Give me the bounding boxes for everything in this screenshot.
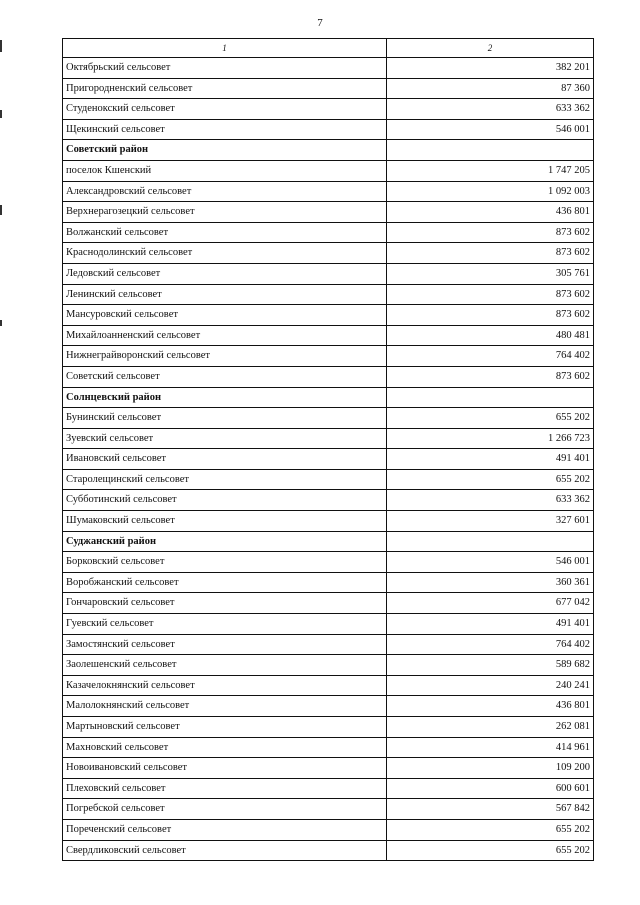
scan-edge-marks [0,0,4,905]
amount-value: 655 202 [387,819,594,840]
municipality-name: Ивановский сельсовет [63,449,387,470]
amount-value: 327 601 [387,511,594,532]
table-row [63,243,594,264]
amount-value: 1 266 723 [387,428,594,449]
amount-value: 633 362 [387,490,594,511]
amount-value: 873 602 [387,284,594,305]
municipality-name: Пореченский сельсовет [63,819,387,840]
table-row [63,469,594,490]
district-name: Советский район [63,140,387,161]
amount-value: 1 092 003 [387,181,594,202]
municipality-name: Мансуровский сельсовет [63,305,387,326]
amount-value: 360 361 [387,572,594,593]
municipality-name: Зуевский сельсовет [63,428,387,449]
amount-value: 491 401 [387,449,594,470]
amount-value: 1 747 205 [387,160,594,181]
municipality-name: Волжанский сельсовет [63,222,387,243]
table-row [63,552,594,573]
amount-value: 480 481 [387,325,594,346]
municipality-name: Казачелокнянский сельсовет [63,675,387,696]
table-row [63,449,594,470]
table-row [63,655,594,676]
municipality-name: Студенокский сельсовет [63,99,387,120]
municipality-name: Заолешенский сельсовет [63,655,387,676]
municipality-name: поселок Кшенский [63,160,387,181]
municipality-name: Махновский сельсовет [63,737,387,758]
table-row [63,181,594,202]
municipality-name: Воробжанский сельсовет [63,572,387,593]
table-row [63,78,594,99]
municipality-name: Старолещинский сельсовет [63,469,387,490]
table-row [63,572,594,593]
amount-value: 655 202 [387,840,594,861]
municipality-name: Шумаковский сельсовет [63,511,387,532]
amount-value: 600 601 [387,778,594,799]
amount-value: 633 362 [387,99,594,120]
municipality-name: Нижнеграйворонский сельсовет [63,346,387,367]
amount-value: 655 202 [387,408,594,429]
district-header-row [63,387,594,408]
table-row [63,778,594,799]
table-header-row [63,39,594,58]
municipality-name: Борковский сельсовет [63,552,387,573]
municipality-name: Погребской сельсовет [63,799,387,820]
amount-value: 305 761 [387,263,594,284]
amount-value: 436 801 [387,202,594,223]
municipality-name: Замостянский сельсовет [63,634,387,655]
table-row [63,634,594,655]
table-row [63,305,594,326]
amount-value: 546 001 [387,119,594,140]
amount-value: 546 001 [387,552,594,573]
amount-value: 109 200 [387,758,594,779]
municipality-name: Краснодолинский сельсовет [63,243,387,264]
table-row [63,99,594,120]
column-header-1: 1 [63,39,387,58]
amount-value [387,140,594,161]
table-row [63,119,594,140]
table-row [63,325,594,346]
municipality-name: Верхнерагозецкий сельсовет [63,202,387,223]
amount-value: 382 201 [387,58,594,79]
amount-value: 567 842 [387,799,594,820]
table-row [63,696,594,717]
amount-value: 262 081 [387,717,594,738]
amount-value: 87 360 [387,78,594,99]
district-name: Солнцевский район [63,387,387,408]
municipality-name: Малолокнянский сельсовет [63,696,387,717]
municipality-name: Щекинский сельсовет [63,119,387,140]
amount-value: 873 602 [387,222,594,243]
page-number: 7 [317,17,323,29]
table-row [63,717,594,738]
table-row [63,428,594,449]
district-name: Суджанский район [63,531,387,552]
amount-value [387,531,594,552]
table-row [63,346,594,367]
table-row [63,202,594,223]
amount-value: 436 801 [387,696,594,717]
district-header-row [63,531,594,552]
amount-value: 677 042 [387,593,594,614]
table-row [63,614,594,635]
municipality-name: Мартыновский сельсовет [63,717,387,738]
municipality-name: Ледовский сельсовет [63,263,387,284]
municipality-name: Новоивановский сельсовет [63,758,387,779]
table-row [63,511,594,532]
table-row [63,284,594,305]
table-row [63,160,594,181]
table-row [63,366,594,387]
municipality-name: Гуевский сельсовет [63,614,387,635]
municipality-name: Михайлоанненский сельсовет [63,325,387,346]
municipality-name: Советский сельсовет [63,366,387,387]
table-row [63,58,594,79]
amount-value: 873 602 [387,305,594,326]
amount-value: 240 241 [387,675,594,696]
amount-value: 589 682 [387,655,594,676]
table-row [63,737,594,758]
municipality-name: Пригородненский сельсовет [63,78,387,99]
table-row [63,593,594,614]
amount-value [387,387,594,408]
municipality-name: Субботинский сельсовет [63,490,387,511]
table-row [63,758,594,779]
amount-value: 414 961 [387,737,594,758]
municipality-name: Гончаровский сельсовет [63,593,387,614]
table-row [63,819,594,840]
municipality-name: Александровский сельсовет [63,181,387,202]
table-row [63,263,594,284]
table-row [63,490,594,511]
table-row [63,799,594,820]
allocation-table [62,38,594,861]
municipality-name: Плеховский сельсовет [63,778,387,799]
municipality-name: Ленинский сельсовет [63,284,387,305]
table-row [63,222,594,243]
municipality-name: Свердликовский сельсовет [63,840,387,861]
table-row [63,840,594,861]
municipality-name: Бунинский сельсовет [63,408,387,429]
amount-value: 873 602 [387,243,594,264]
amount-value: 764 402 [387,346,594,367]
table-row [63,408,594,429]
municipality-name: Октябрьский сельсовет [63,58,387,79]
column-header-2: 2 [387,39,594,58]
table-row [63,675,594,696]
district-header-row [63,140,594,161]
amount-value: 491 401 [387,614,594,635]
amount-value: 764 402 [387,634,594,655]
amount-value: 655 202 [387,469,594,490]
amount-value: 873 602 [387,366,594,387]
